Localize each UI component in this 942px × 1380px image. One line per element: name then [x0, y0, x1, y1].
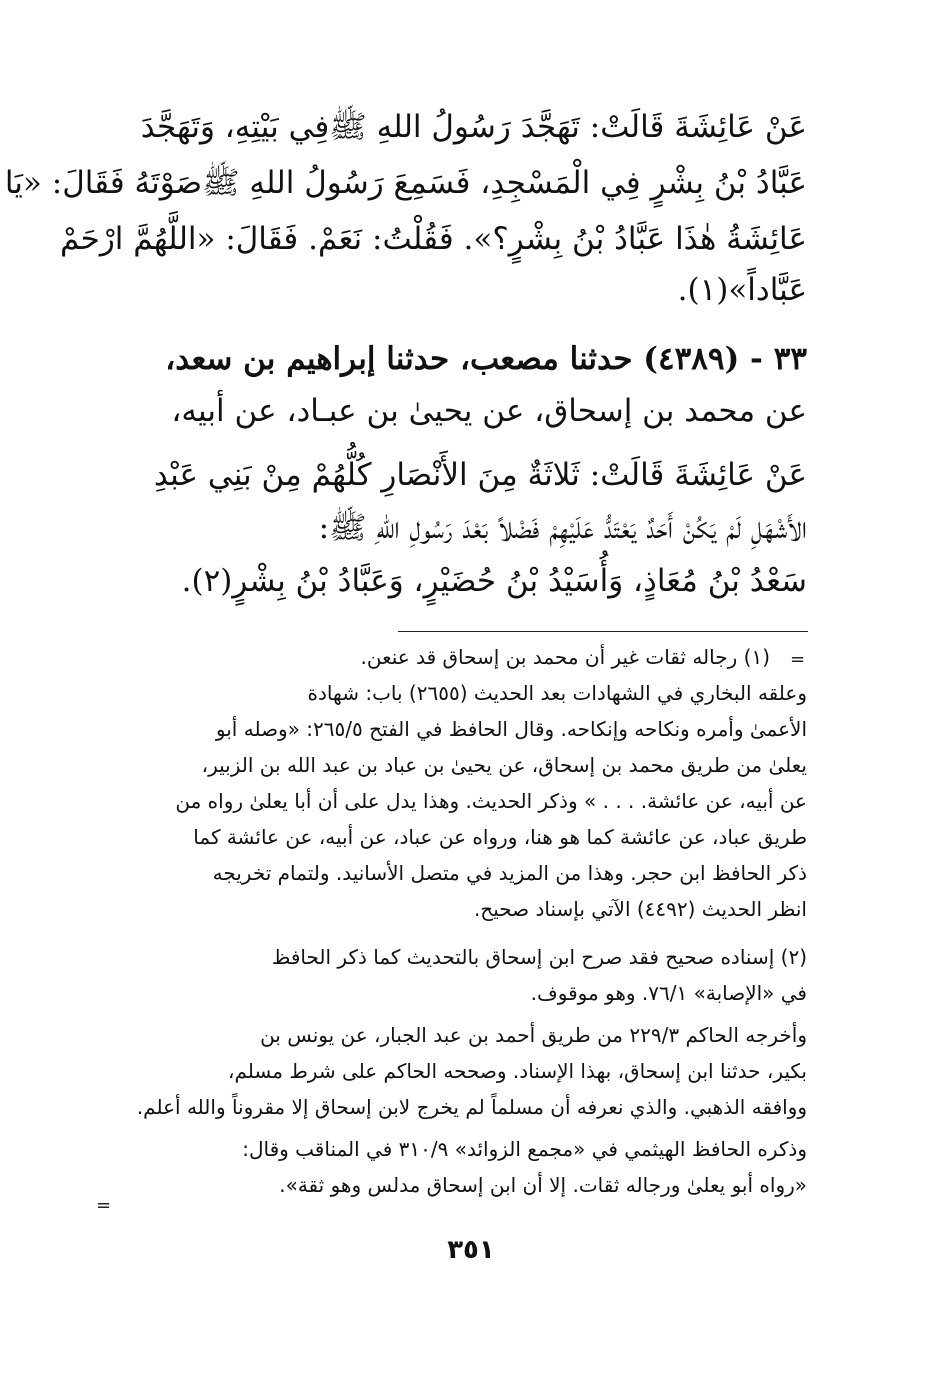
- hadith-32-line-1: عَنْ عَائِشَةَ قَالَتْ: تَهَجَّدَ رَسُولُ اللهِ ﷺفِي بَيْتِهِ، وَتَهَجَّدَ: [140, 109, 807, 145]
- footnote-1-line-1: (١) رجاله ثقات غير أن محمد بن إسحاق قد عنعن.: [360, 645, 770, 669]
- page-number: ٣٥١: [447, 1235, 495, 1265]
- footnote-2-line-4: بكير، حدثنا ابن إسحاق، بهذا الإسناد. وصححه الحاكم على شرط مسلم،: [228, 1059, 807, 1083]
- footnote-2-line-3: وأخرجه الحاكم ٢٢٩/٣ من طريق أحمد بن عبد الجبار، عن يونس بن: [260, 1023, 807, 1047]
- hadith-33-isnad-line-2: عن محمد بن إسحاق، عن يحيىٰ بن عبـاد، عن أبيه،: [171, 393, 807, 429]
- footnote-2-line-2: في «الإصابة» ٧٦/١. وهو موقوف.: [530, 981, 807, 1005]
- hadith-33-isnad-line-1: ٣٣ - (٤٣٨٩) حدثنا مصعب، حدثنا إبراهيم بن سعد،: [165, 341, 807, 377]
- hadith-33-matn-line-1: عَنْ عَائِشَةَ قَالَتْ: ثَلاثَةٌ مِنَ الأَنْصَارِ كُلُّهُمْ مِنْ بَنِي عَبْدِ: [153, 457, 807, 493]
- footnote-continuation-marker-bottom: =: [96, 1195, 112, 1216]
- hadith-33-matn-line-3: سَعْدُ بْنُ مُعَاذٍ، وَأُسَيْدُ بْنُ حُضَيْرٍ، وَعَبَّادُ بْنُ بِشْرٍ(٢).: [181, 563, 807, 599]
- footnote-continuation-marker-top: =: [790, 649, 806, 670]
- footnote-2-line-1: (٢) إسناده صحيح فقد صرح ابن إسحاق بالتحديث كما ذكر الحافظ: [271, 945, 807, 969]
- footnote-1-line-6: طريق عباد، عن عائشة كما هو هنا، ورواه عن عباد، عن أبيه، عن عائشة كما: [193, 825, 807, 849]
- footnote-separator: [398, 631, 808, 632]
- hadith-33-matn-line-2: الأَشْهَلِ لَمْ يَكُنْ أَحَدٌ يَعْتَدُّ عَلَيْهِمْ فَضْلاً بَعْدَ رَسُولِ اللهِ ﷺ:: [318, 510, 807, 546]
- hadith-32-line-2: عَبَّادُ بْنُ بِشْرٍ فِي الْمَسْجِدِ، فَسَمِعَ رَسُولُ اللهِ ﷺصَوْتَهُ فَقَالَ: «يَا: [4, 165, 807, 201]
- footnote-1-line-8: انظر الحديث (٤٤٩٢) الآتي بإسناد صحيح.: [473, 897, 807, 921]
- footnote-2-line-6: وذكره الحافظ الهيثمي في «مجمع الزوائد» ٣١٠/٩ في المناقب وقال:: [242, 1137, 807, 1161]
- footnote-1-line-4: يعلىٰ من طريق محمد بن إسحاق، عن يحيىٰ بن عباد بن عبد الله بن الزبير،: [201, 753, 807, 777]
- footnote-2-line-5: ووافقه الذهبي. والذي نعرفه أن مسلماً لم يخرج لابن إسحاق إلا مقروناً والله أعلم.: [136, 1095, 807, 1119]
- hadith-32-line-4: عَبَّاداً»(١).: [677, 272, 807, 308]
- hadith-32-line-3: عَائِشَةُ هٰذَا عَبَّادُ بْنُ بِشْرٍ؟». فَقُلْتُ: نَعَمْ. فَقَالَ: «اللَّهُمَّ ارْحَمْ: [60, 221, 807, 257]
- footnote-2-line-7: «رواه أبو يعلىٰ ورجاله ثقات. إلا أن ابن إسحاق مدلس وهو ثقة».: [279, 1173, 807, 1197]
- footnote-1-line-5: عن أبيه، عن عائشة. . . . » وذكر الحديث. وهذا يدل على أن أبا يعلىٰ رواه من: [175, 789, 807, 813]
- footnote-1-line-2: وعلقه البخاري في الشهادات بعد الحديث (٢٦٥٥) باب: شهادة: [307, 681, 807, 705]
- footnote-1-line-7: ذكر الحافظ ابن حجر. وهذا من المزيد في متصل الأسانيد. ولتمام تخريجه: [212, 861, 807, 885]
- footnote-1-line-3: الأعمىٰ وأمره ونكاحه وإنكاحه. وقال الحافظ في الفتح ٢٦٥/٥: «وصله أبو: [215, 717, 807, 741]
